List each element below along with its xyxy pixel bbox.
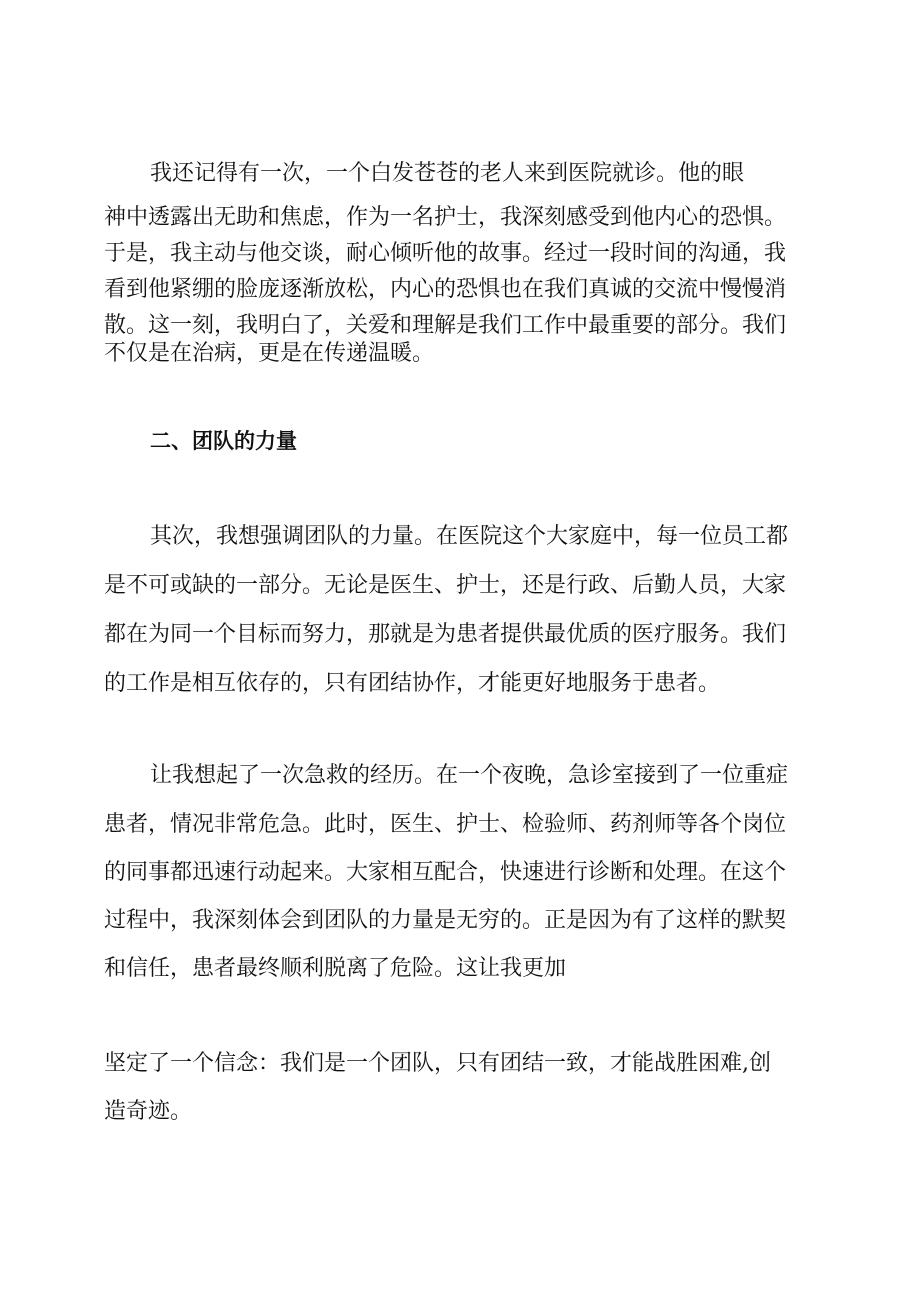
paragraph-1-line-1: 我还记得有一次，一个白发苍苍的老人来到医院就诊。他的眼	[150, 161, 745, 186]
paragraph-3-line-4: 过程中，我深刻体会到团队的力量是无穷的。正是因为有了这样的默契	[104, 908, 787, 933]
paragraph-3-line-3: 的同事都迅速行动起来。大家相互配合，快速进行诊断和处理。在这个	[104, 860, 787, 885]
paragraph-1-line-3: 于是，我主动与他交谈，耐心倾听他的故事。经过一段时间的沟通，我	[104, 241, 787, 266]
paragraph-1-line-6: 不仅是在治病，更是在传递温暖。	[104, 341, 435, 366]
paragraph-3-line-2: 患者，情况非常危急。此时，医生、护士、检验师、药剂师等各个岗位	[104, 812, 787, 837]
paragraph-1-line-4: 看到他紧绷的脸庞逐渐放松，内心的恐惧也在我们真诚的交流中慢慢消	[104, 277, 787, 302]
paragraph-2-line-1: 其次，我想强调团队的力量。在医院这个大家庭中，每一位员工都	[150, 524, 789, 549]
paragraph-2-line-2: 是不可或缺的一部分。无论是医生、护士，还是行政、后勤人员，大家	[104, 573, 787, 598]
paragraph-2-line-4: 的工作是相互依存的，只有团结协作，才能更好地服务于患者。	[104, 671, 721, 696]
paragraph-1-line-5: 散。这一刻，我明白了，关爱和理解是我们工作中最重要的部分。我们	[104, 313, 787, 338]
section-heading: 二、团队的力量	[150, 429, 297, 453]
paragraph-4-line-1: 坚定了一个信念：我们是一个团队，只有团结一致，才能战胜困难,创	[104, 1051, 771, 1076]
paragraph-1-line-2: 神中透露出无助和焦虑，作为一名护士，我深刻感受到他内心的恐惧。	[104, 205, 787, 230]
paragraph-3-line-1: 让我想起了一次急救的经历。在一个夜晚，急诊室接到了一位重症	[150, 763, 789, 788]
paragraph-3-line-5: 和信任，患者最终顺利脱离了危险。这让我更加	[104, 956, 567, 981]
paragraph-4-line-2: 造奇迹。	[104, 1099, 193, 1124]
paragraph-2-line-3: 都在为同一个目标而努力，那就是为患者提供最优质的医疗服务。我们	[104, 622, 787, 647]
